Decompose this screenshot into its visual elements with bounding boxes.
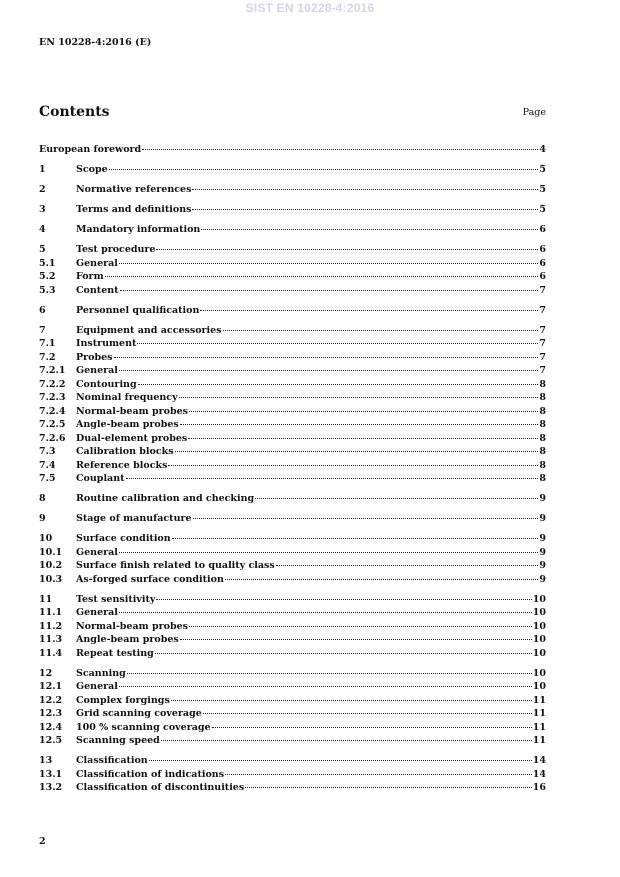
toc-entry[interactable] [39,184,546,198]
toc-entry[interactable] [39,621,546,635]
toc-entry[interactable] [39,433,546,447]
toc-dot-leader [255,497,538,499]
toc-entry-page: 8 [539,473,546,484]
toc-entry-number: 3 [39,204,46,215]
contents-title: Contents [39,104,110,120]
toc-entry-page: 9 [539,493,546,504]
toc-entry-page: 7 [539,324,546,336]
toc-entry-title: Couplant [76,473,125,484]
toc-entry-title: As-forged surface condition [76,573,224,585]
toc-entry-page: 10 [532,634,546,645]
toc-entry-page: 11 [532,694,546,706]
toc-entry-page: 8 [539,392,546,403]
toc-entry-page: 5 [539,184,546,195]
toc-dot-leader [156,598,531,600]
toc-entry[interactable] [39,325,546,339]
toc-entry[interactable] [39,547,546,561]
toc-entry-page: 11 [532,721,546,733]
toc-entry-title: Test procedure [76,244,156,255]
toc-entry[interactable] [39,634,546,648]
toc-entry[interactable] [39,755,546,769]
toc-entry-number: 5.1 [39,257,56,269]
toc-entry-page: 9 [539,533,546,544]
toc-dot-leader [189,625,532,627]
toc-dot-leader [149,759,532,761]
toc-entry-page: 10 [532,667,546,679]
toc-entry-number: 10 [39,533,53,544]
toc-dot-leader [276,564,539,566]
toc-dot-leader [126,477,539,479]
toc-entry[interactable] [39,244,546,258]
toc-entry-title: Classification of indications [76,768,225,780]
toc-entry-page: 6 [539,224,546,235]
toc-entry-page: 8 [539,432,546,444]
toc-entry-title: European foreword [39,144,142,155]
toc-entry-title: 100 % scanning coverage [76,721,211,733]
toc-dot-leader [127,672,532,674]
toc-dot-leader [225,578,538,580]
toc-dot-leader [245,786,532,788]
toc-entry[interactable] [39,204,546,218]
toc-entry-title: Classification [76,755,148,766]
toc-entry-title: Calibration blocks [76,446,174,457]
toc-dot-leader [223,329,539,331]
toc-entry-number: 7.2.3 [39,392,66,403]
toc-entry-title: Classification of discontinuities [76,782,245,793]
toc-entry-title: Repeat testing [76,647,154,659]
toc-entry[interactable] [39,285,546,299]
toc-dot-leader [225,773,532,775]
toc-dot-leader [119,262,538,264]
toc-entry-page: 10 [532,593,546,605]
toc-entry[interactable] [39,560,546,574]
toc-entry-title: Mandatory information [76,224,201,235]
toc-entry[interactable] [39,513,546,527]
toc-entry-title: Probes [76,351,113,363]
toc-entry-number: 7.2.6 [39,432,66,444]
toc-entry[interactable] [39,574,546,588]
toc-entry[interactable] [39,722,546,736]
toc-entry[interactable] [39,271,546,285]
toc-entry-number: 7.2 [39,351,56,363]
toc-dot-leader [201,228,538,230]
toc-entry[interactable] [39,782,546,796]
toc-entry-title: Grid scanning coverage [76,708,202,719]
toc-entry-page: 10 [532,647,546,659]
toc-entry[interactable] [39,460,546,474]
toc-entry-page: 16 [532,782,546,793]
toc-entry-title: General [76,257,118,269]
document-id: EN 10228-4:2016 (E) [39,37,152,48]
toc-entry[interactable] [39,338,546,352]
toc-entry-number: 7.2.1 [39,365,66,376]
toc-entry-number: 12.1 [39,681,63,692]
toc-entry[interactable] [39,224,546,238]
toc-dot-leader [156,248,538,250]
toc-entry[interactable] [39,769,546,783]
toc-entry[interactable] [39,144,546,158]
toc-entry-title: Surface finish related to quality class [76,560,275,571]
toc-entry-number: 7.1 [39,338,56,349]
toc-entry[interactable] [39,594,546,608]
toc-entry-number: 12.2 [39,694,63,706]
toc-entry-page: 8 [539,446,546,457]
toc-entry-title: Normal-beam probes [76,620,189,632]
toc-entry-number: 4 [39,224,46,235]
toc-entry-page: 7 [539,304,546,316]
toc-dot-leader [119,611,532,613]
toc-dot-leader [119,369,538,371]
toc-entry-title: Content [76,284,119,296]
toc-entry-page: 7 [539,284,546,296]
toc-entry-title: Scanning [76,667,126,679]
toc-dot-leader [142,148,538,150]
toc-entry[interactable] [39,708,546,722]
toc-dot-leader [192,188,538,190]
toc-entry-number: 7.3 [39,446,56,457]
toc-entry-number: 6 [39,304,46,316]
toc-entry-title: Normal-beam probes [76,405,189,417]
toc-entry[interactable] [39,473,546,487]
toc-entry-page: 5 [539,164,546,175]
toc-entry-number: 5.3 [39,284,56,296]
toc-entry-page: 7 [539,351,546,363]
toc-entry-page: 10 [532,681,546,692]
toc-dot-leader [203,712,532,714]
toc-dot-leader [188,437,538,439]
toc-entry-title: Angle-beam probes [76,419,179,430]
toc-entry-page: 9 [539,513,546,524]
toc-entry-page: 6 [539,257,546,269]
toc-entry[interactable] [39,392,546,406]
toc-entry[interactable] [39,493,546,507]
toc-entry[interactable] [39,607,546,621]
toc-entry-page: 8 [539,378,546,390]
toc-dot-leader [171,699,532,701]
toc-dot-leader [114,356,539,358]
toc-entry-title: General [76,546,118,558]
toc-entry-page: 5 [539,204,546,215]
toc-entry-number: 7 [39,324,46,336]
toc-entry-page: 14 [532,768,546,780]
toc-entry[interactable] [39,681,546,695]
toc-entry-title: Nominal frequency [76,392,178,403]
toc-dot-leader [180,423,539,425]
toc-entry[interactable] [39,164,546,178]
toc-entry-number: 11 [39,593,53,605]
toc-entry-page: 8 [539,459,546,471]
toc-entry-title: Form [76,271,104,282]
toc-dot-leader [212,726,532,728]
toc-entry-title: Stage of manufacture [76,513,192,524]
toc-entry[interactable] [39,735,546,749]
toc-entry-title: Normative references [76,184,192,195]
toc-entry-page: 8 [539,405,546,417]
toc-entry-number: 10.1 [39,546,63,558]
toc-entry-page: 7 [539,338,546,349]
toc-entry[interactable] [39,695,546,709]
toc-dot-leader [119,685,532,687]
toc-entry-page: 9 [539,560,546,571]
toc-entry-page: 4 [539,144,546,155]
toc-entry-number: 1 [39,164,46,175]
toc-dot-leader [105,275,539,277]
table-of-contents [39,144,546,796]
toc-dot-leader [172,537,539,539]
toc-entry-page: 6 [539,271,546,282]
toc-entry-title: Scanning speed [76,735,160,746]
toc-dot-leader [137,342,538,344]
toc-entry-page: 8 [539,419,546,430]
toc-entry-page: 6 [539,244,546,255]
toc-entry-title: Personnel qualification [76,304,200,316]
toc-entry[interactable] [39,352,546,366]
toc-entry-title: General [76,681,118,692]
toc-entry[interactable] [39,365,546,379]
toc-entry-number: 12.3 [39,708,63,719]
toc-dot-leader [155,652,532,654]
toc-dot-leader [120,289,539,291]
toc-dot-leader [193,517,539,519]
toc-entry[interactable] [39,406,546,420]
toc-entry-title: Test sensitivity [76,593,156,605]
toc-entry-number: 11.3 [39,634,63,645]
toc-entry-page: 10 [532,620,546,632]
toc-entry-number: 7.2.5 [39,419,66,430]
toc-entry-number: 10.3 [39,573,63,585]
toc-entry-title: Angle-beam probes [76,634,179,645]
page-number: 2 [39,836,46,847]
toc-entry[interactable] [39,446,546,460]
toc-entry-number: 2 [39,184,46,195]
toc-entry[interactable] [39,648,546,662]
toc-entry-page: 9 [539,546,546,558]
toc-dot-leader [138,383,539,385]
toc-entry[interactable] [39,258,546,272]
toc-entry-page: 11 [532,735,546,746]
toc-dot-leader [161,739,532,741]
toc-entry-title: Routine calibration and checking [76,493,255,504]
toc-entry-number: 5.2 [39,271,56,282]
toc-entry-title: Dual-element probes [76,432,188,444]
page-column-label: Page [522,107,546,118]
toc-dot-leader [189,410,538,412]
toc-dot-leader [175,450,539,452]
toc-entry-title: General [76,365,118,376]
toc-entry-title: Equipment and accessories [76,324,222,336]
toc-entry[interactable] [39,533,546,547]
toc-entry-title: Surface condition [76,533,171,544]
toc-dot-leader [180,638,532,640]
toc-entry[interactable] [39,305,546,319]
toc-dot-leader [168,464,538,466]
toc-entry-number: 11.1 [39,607,63,618]
toc-entry-number: 13 [39,755,53,766]
toc-entry-title: Instrument [76,338,137,349]
toc-dot-leader [200,309,538,311]
toc-entry-number: 10.2 [39,560,63,571]
toc-entry-title: General [76,607,118,618]
toc-entry-number: 7.4 [39,459,56,471]
toc-entry-page: 11 [532,708,546,719]
watermark: SIST EN 10228-4:2016 [245,1,375,15]
toc-dot-leader [109,168,539,170]
toc-entry-number: 9 [39,513,46,524]
toc-entry-page: 14 [532,755,546,766]
toc-dot-leader [179,396,539,398]
toc-entry-number: 8 [39,493,46,504]
toc-entry-title: Complex forgings [76,694,170,706]
toc-entry-number: 11.2 [39,620,63,632]
toc-entry-page: 10 [532,607,546,618]
toc-dot-leader [192,208,538,210]
toc-entry-number: 12 [39,667,53,679]
toc-entry-title: Scope [76,164,108,175]
toc-entry[interactable] [39,668,546,682]
toc-dot-leader [119,551,538,553]
toc-entry-number: 7.5 [39,473,56,484]
toc-entry-page: 7 [539,365,546,376]
toc-entry-number: 5 [39,244,46,255]
toc-entry-page: 9 [539,573,546,585]
toc-entry-title: Contouring [76,378,137,390]
toc-entry-title: Reference blocks [76,459,168,471]
toc-entry-number: 7.2.4 [39,405,66,417]
toc-entry[interactable] [39,379,546,393]
toc-entry-title: Terms and definitions [76,204,192,215]
toc-entry-number: 13.2 [39,782,63,793]
toc-entry[interactable] [39,419,546,433]
toc-entry-number: 11.4 [39,647,63,659]
toc-entry-number: 12.4 [39,721,63,733]
toc-entry-number: 12.5 [39,735,63,746]
toc-entry-number: 7.2.2 [39,378,66,390]
toc-entry-number: 13.1 [39,768,63,780]
